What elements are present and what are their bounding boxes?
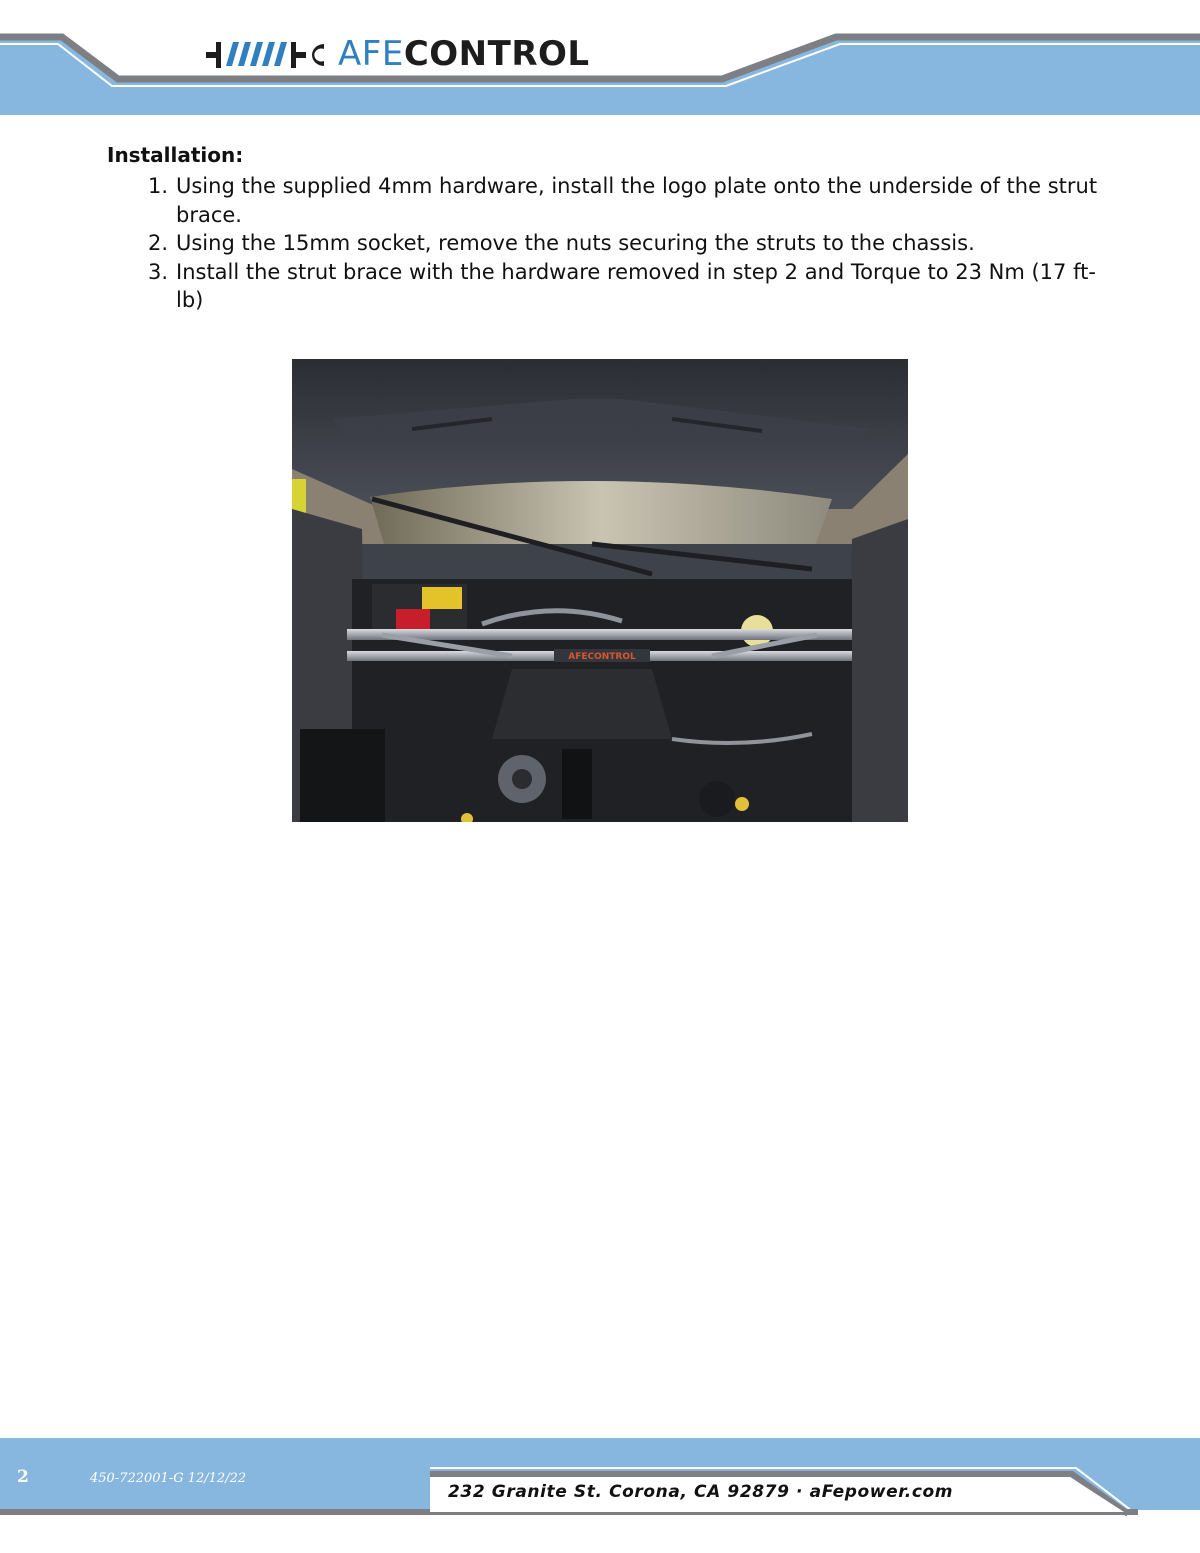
header-band: [0, 0, 1200, 115]
engine-bay-photo: [292, 359, 908, 822]
installation-step-3: [138, 258, 1113, 315]
installation-heading: Installation:: [107, 143, 244, 167]
installation-step-2: [138, 229, 1113, 258]
installation-step-1: [138, 172, 1113, 229]
footer-address: 232 Granite St. Corona, CA 92879 · aFepower.com: [448, 1482, 954, 1502]
brace-logo-text: AFECONTROL: [568, 652, 636, 662]
page-number: 2: [17, 1467, 29, 1487]
step-number: 2.: [147, 231, 168, 255]
logo-control-text: CONTROL: [403, 34, 590, 74]
step-text: Install the strut brace with the hardware removed in step 2 and Torque to 23 Nm (17 ft-lb): [176, 259, 1096, 312]
afe-control-logo: [206, 34, 590, 74]
step-number: 3.: [147, 259, 168, 284]
step-number: 1.: [147, 174, 168, 198]
step-text: Using the 15mm socket, remove the nuts securing the struts to the chassis.: [176, 231, 975, 255]
logo-afe-text: AFE: [338, 34, 404, 74]
spring-logo-icon: [206, 36, 324, 72]
installation-steps: [138, 172, 1113, 315]
document-code: 450-722001-G 12/12/22: [90, 1471, 247, 1486]
step-text: Using the supplied 4mm hardware, install the logo plate onto the underside of the strut brace.: [176, 174, 1098, 227]
